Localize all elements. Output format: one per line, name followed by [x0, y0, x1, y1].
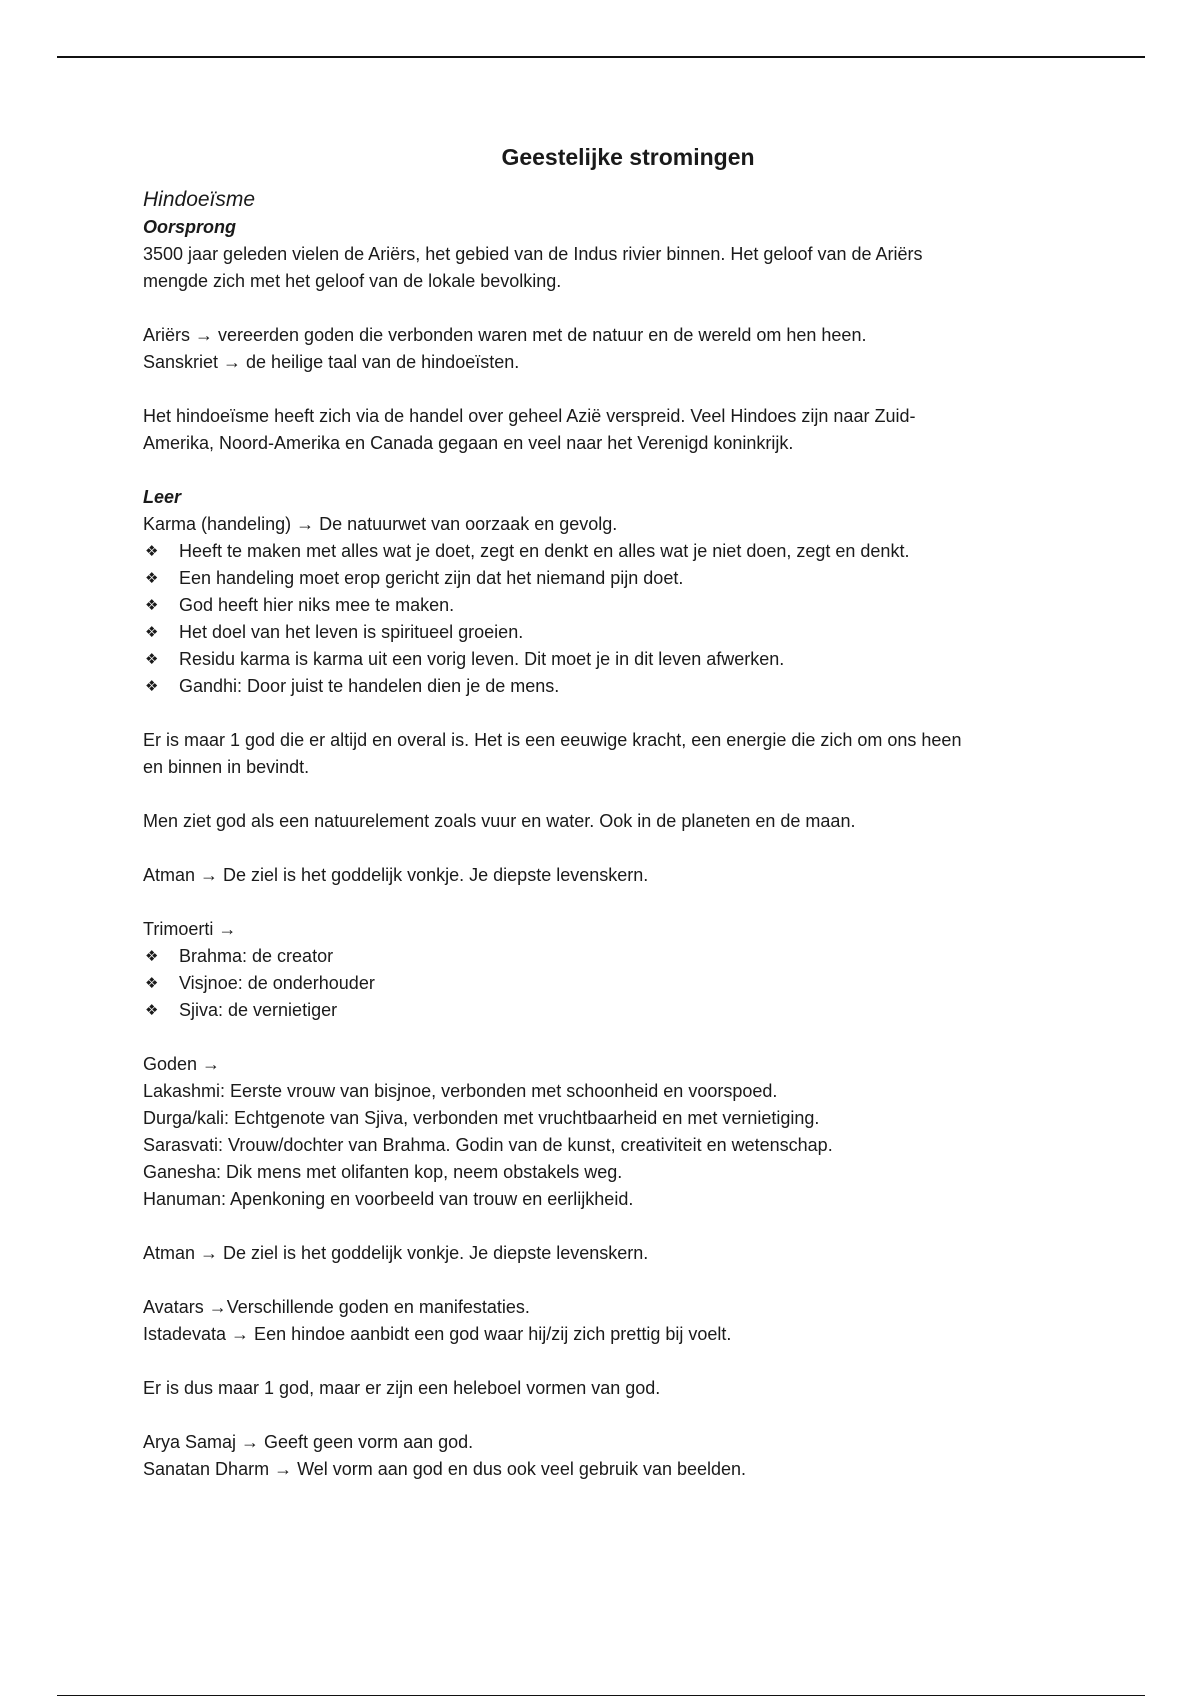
paragraph-line: Amerika, Noord-Amerika en Canada gegaan en veel naar het Verenigd koninkrijk.	[143, 433, 794, 453]
definition-karma: Karma (handeling) → De natuurwet van oorzaak en gevolg.	[143, 514, 618, 534]
list-item: ❖ Heeft te maken met alles wat je doet, zegt en denkt en alles wat je niet doen, zegt en denkt.	[143, 538, 1093, 565]
list-item: ❖ Brahma: de creator	[143, 943, 1093, 970]
list-item: ❖ Residu karma is karma uit een vorig leven. Dit moet je in dit leven afwerken.	[143, 646, 1093, 673]
god-entry: Ganesha: Dik mens met olifanten kop, neem obstakels weg.	[143, 1162, 623, 1182]
god-entry: Durga/kali: Echtgenote van Sjiva, verbonden met vruchtbaarheid en met vernietiging.	[143, 1108, 820, 1128]
list-item: ❖ God heeft hier niks mee te maken.	[143, 592, 1093, 619]
definition-ariers: Ariërs → vereerden goden die verbonden waren met de natuur en de wereld om hen heen.	[143, 325, 867, 345]
subheading-oorsprong: Oorsprong	[143, 217, 236, 237]
paragraph-line: Het hindoeïsme heeft zich via de handel over geheel Azië verspreid. Veel Hindoes zijn naar Zuid-	[143, 406, 916, 426]
definition-sanskriet: Sanskriet → de heilige taal van de hindoeïsten.	[143, 352, 520, 372]
list-item: ❖ Een handeling moet erop gericht zijn dat het niemand pijn doet.	[143, 565, 1093, 592]
paragraph-line: Men ziet god als een natuurelement zoals vuur en water. Ook in de planeten en de maan.	[143, 811, 856, 831]
paragraph-line: Er is maar 1 god die er altijd en overal is. Het is een eeuwige kracht, een energie die zich om ons heen	[143, 730, 962, 750]
definition-atman: Atman → De ziel is het goddelijk vonkje. Je diepste levenskern.	[143, 865, 649, 885]
god-entry: Hanuman: Apenkoning en voorbeeld van trouw en eerlijkheid.	[143, 1189, 634, 1209]
paragraph-line: mengde zich met het geloof van de lokale bevolking.	[143, 271, 562, 291]
karma-list	[143, 538, 1093, 700]
definition-sanatan-dharm: Sanatan Dharm → Wel vorm aan god en dus ook veel gebruik van beelden.	[143, 1459, 747, 1479]
header-rule	[57, 56, 1145, 58]
definition-avatars: Avatars →Verschillende goden en manifestaties.	[143, 1297, 530, 1317]
section-heading: Hindoeïsme	[143, 188, 256, 211]
definition-atman-repeat: Atman → De ziel is het goddelijk vonkje. Je diepste levenskern.	[143, 1243, 649, 1263]
list-item: ❖ Gandhi: Door juist te handelen dien je de mens.	[143, 673, 1093, 700]
label-trimoerti: Trimoerti →	[143, 919, 237, 939]
list-item: ❖ Visjnoe: de onderhouder	[143, 970, 1093, 997]
subheading-leer: Leer	[143, 487, 182, 507]
list-item: ❖ Sjiva: de vernietiger	[143, 997, 1093, 1024]
god-entry: Sarasvati: Vrouw/dochter van Brahma. Godin van de kunst, creativiteit en wetenschap.	[143, 1135, 833, 1155]
paragraph-line: Er is dus maar 1 god, maar er zijn een heleboel vormen van god.	[143, 1378, 661, 1398]
document-body	[143, 142, 1093, 1483]
label-goden: Goden →	[143, 1054, 221, 1074]
page-title: Geestelijke stromingen	[501, 144, 755, 170]
god-entry: Lakashmi: Eerste vrouw van bisjnoe, verbonden met schoonheid en voorspoed.	[143, 1081, 778, 1101]
definition-istadevata: Istadevata → Een hindoe aanbidt een god waar hij/zij zich prettig bij voelt.	[143, 1324, 732, 1344]
footer-rule	[57, 1695, 1145, 1696]
paragraph-line: en binnen in bevindt.	[143, 757, 310, 777]
definition-arya-samaj: Arya Samaj → Geeft geen vorm aan god.	[143, 1432, 474, 1452]
paragraph-line: 3500 jaar geleden vielen de Ariërs, het gebied van de Indus rivier binnen. Het geloof van de Ariërs	[143, 244, 923, 264]
trimoerti-list	[143, 943, 1093, 1024]
list-item: ❖ Het doel van het leven is spiritueel groeien.	[143, 619, 1093, 646]
